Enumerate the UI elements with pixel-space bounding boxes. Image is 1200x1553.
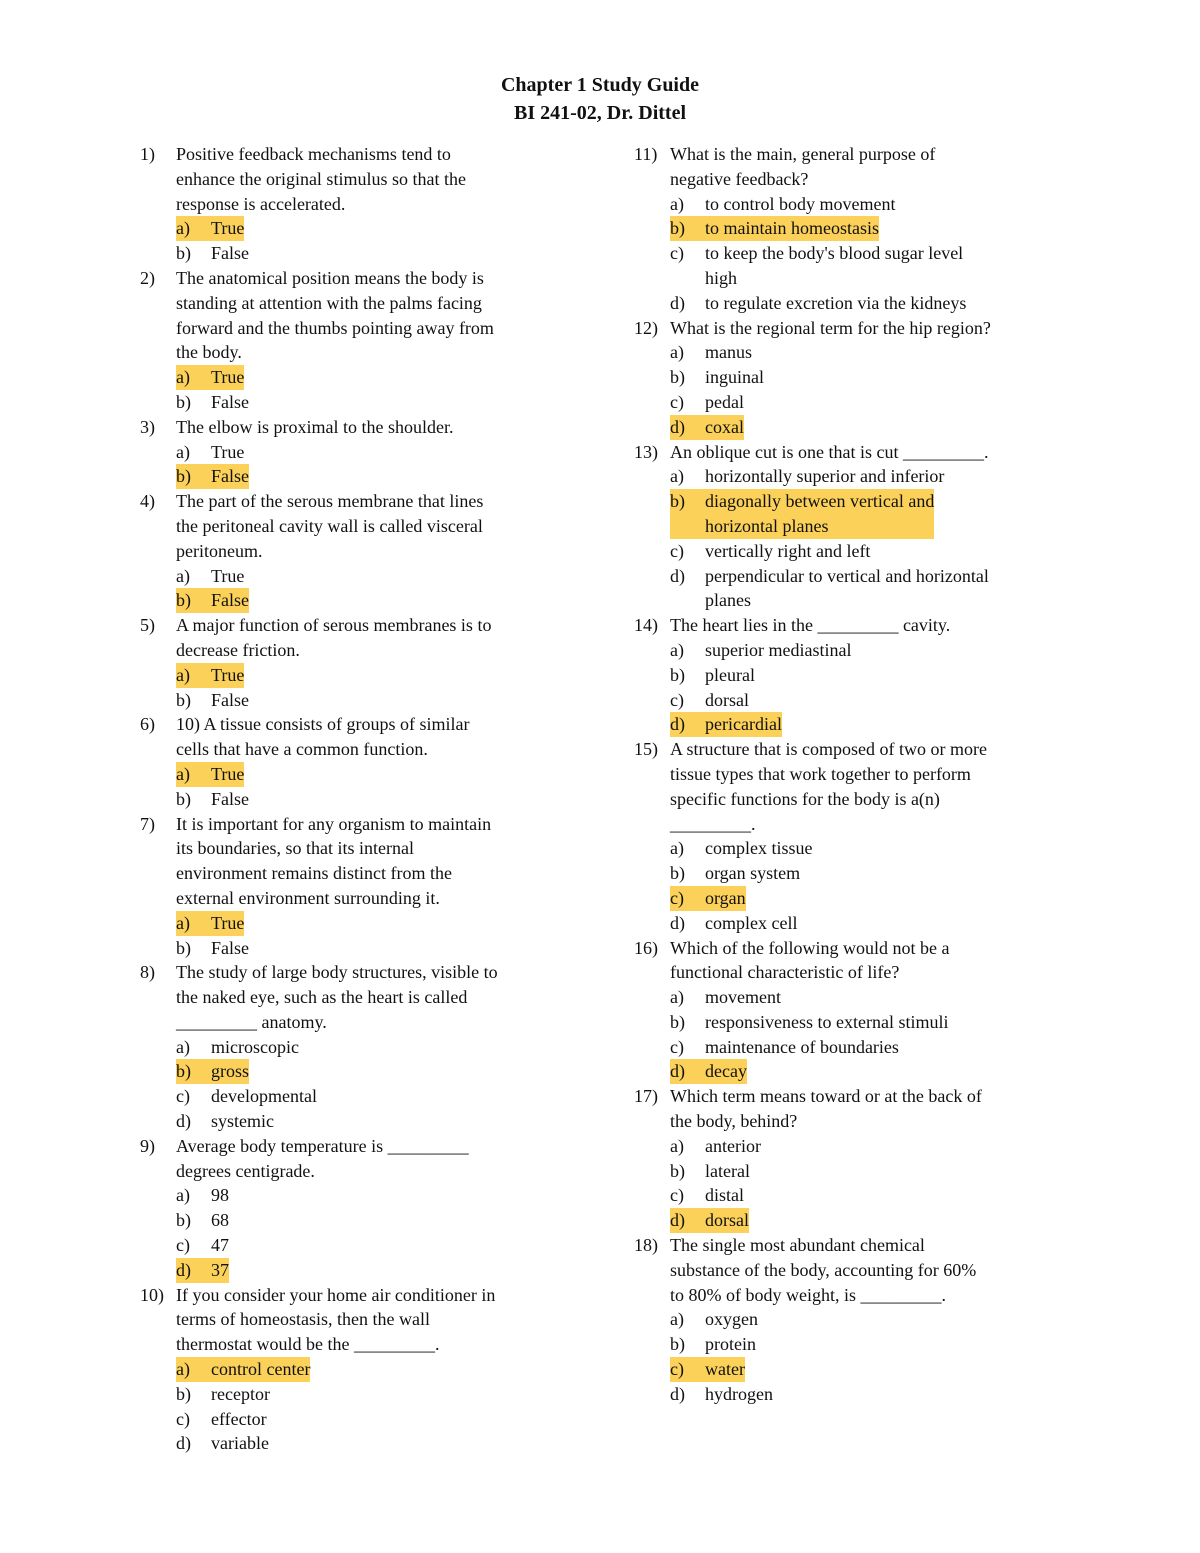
option-letter: c) — [670, 887, 684, 908]
option-text: dorsal — [705, 689, 749, 710]
option-letter: c) — [176, 1086, 190, 1107]
option-text: organ — [705, 887, 746, 908]
question — [634, 737, 1074, 836]
answer-option-highlighted — [176, 1258, 229, 1283]
page-header — [0, 71, 1200, 127]
option-letter: a) — [176, 565, 190, 586]
option-letter: c) — [670, 540, 684, 561]
option-letter: d) — [670, 565, 685, 586]
question-block — [140, 1283, 580, 1457]
question-text: The study of large body structures, visible to the naked eye, such as the heart is called _________ anatomy. — [176, 962, 498, 1032]
option-text: superior mediastinal — [705, 639, 852, 660]
answer-option — [670, 836, 812, 861]
answer-option — [176, 1035, 299, 1060]
option-letter: a) — [176, 218, 190, 239]
answer-option — [176, 390, 249, 415]
option-letter: d) — [670, 1210, 685, 1231]
option-letter: c) — [670, 689, 684, 710]
option-text: True — [211, 763, 245, 784]
answer-option — [176, 1208, 229, 1233]
option-letter: a) — [670, 1309, 684, 1330]
option-letter: b) — [670, 1011, 685, 1032]
option-letter: a) — [670, 639, 684, 660]
option-text: lateral — [705, 1160, 750, 1181]
option-text: False — [211, 391, 249, 412]
option-letter: a) — [176, 1036, 190, 1057]
option-letter: d) — [670, 416, 685, 437]
option-letter: b) — [670, 491, 685, 512]
answer-option-highlighted — [176, 365, 244, 390]
question-number: 17) — [634, 1086, 658, 1107]
answer-option — [176, 936, 249, 961]
answer-option — [670, 539, 870, 564]
option-text: dorsal — [705, 1210, 749, 1231]
right-column — [634, 142, 1074, 1407]
answer-option — [176, 241, 249, 266]
option-text: 47 — [211, 1235, 229, 1256]
page-subtitle: BI 241-02, Dr. Dittel — [513, 102, 687, 124]
answer-option — [176, 1084, 317, 1109]
option-letter: a) — [176, 912, 190, 933]
question-number: 4) — [140, 491, 155, 512]
question-text: The single most abundant chemical substance of the body, accounting for 60% to 80% of body weight, is _________. — [670, 1235, 977, 1305]
option-letter: b) — [670, 664, 685, 685]
option-text: False — [211, 590, 249, 611]
question-number: 6) — [140, 714, 155, 735]
option-letter: d) — [670, 1383, 685, 1404]
option-letter: b) — [176, 1383, 191, 1404]
option-text: pericardial — [705, 714, 782, 735]
answer-option-highlighted — [670, 712, 782, 737]
answer-option-highlighted — [176, 1357, 310, 1382]
question — [634, 1084, 1074, 1134]
answer-option-highlighted — [670, 1059, 747, 1084]
option-letter: d) — [670, 912, 685, 933]
option-text: systemic — [211, 1111, 274, 1132]
option-text: to keep the body's blood sugar level high — [705, 243, 964, 288]
question-text: The heart lies in the _________ cavity. — [670, 615, 951, 636]
option-letter: a) — [176, 763, 190, 784]
option-letter: b) — [176, 391, 191, 412]
answer-option — [670, 1010, 948, 1035]
question-number: 16) — [634, 937, 658, 958]
answer-option — [670, 564, 989, 614]
answer-option — [670, 464, 944, 489]
question-text: The part of the serous membrane that lines the peritoneal cavity wall is called visceral peritoneum. — [176, 491, 484, 561]
option-text: complex tissue — [705, 838, 813, 859]
option-letter: a) — [670, 466, 684, 487]
question-text: Which of the following would not be a functional characteristic of life? — [670, 937, 950, 983]
option-letter: b) — [670, 1334, 685, 1355]
question-text: What is the regional term for the hip region? — [670, 317, 991, 338]
question-block — [634, 316, 1074, 440]
option-text: receptor — [211, 1383, 270, 1404]
option-letter: b) — [176, 1210, 191, 1231]
question-text: If you consider your home air conditioner in terms of homeostasis, then the wall thermostat would be the _________. — [176, 1284, 496, 1355]
answer-option — [176, 1109, 274, 1134]
answer-option — [670, 663, 755, 688]
answer-option — [670, 291, 966, 316]
question — [634, 1233, 1074, 1307]
answer-option-highlighted — [176, 762, 244, 787]
option-text: distal — [705, 1185, 744, 1206]
question-block — [634, 142, 1074, 316]
question — [140, 812, 580, 911]
question-block — [634, 440, 1074, 614]
answer-option-highlighted — [670, 1208, 749, 1233]
question-block — [634, 1084, 1074, 1233]
answer-option — [670, 390, 744, 415]
answer-option — [670, 1332, 756, 1357]
option-letter: c) — [670, 1185, 684, 1206]
option-text: to control body movement — [705, 193, 896, 214]
option-text: to maintain homeostasis — [705, 218, 879, 239]
question-text: What is the main, general purpose of negative feedback? — [670, 144, 936, 189]
option-letter: b) — [670, 367, 685, 388]
option-text: maintenance of boundaries — [705, 1036, 899, 1057]
question-block — [634, 1233, 1074, 1407]
option-text: False — [211, 243, 249, 264]
answer-option-highlighted — [176, 464, 249, 489]
question-block — [140, 142, 580, 266]
option-text: inguinal — [705, 367, 764, 388]
question-block — [140, 812, 580, 961]
question-number: 8) — [140, 962, 155, 983]
option-text: to regulate excretion via the kidneys — [705, 292, 967, 313]
answer-option — [176, 1183, 229, 1208]
option-text: protein — [705, 1334, 756, 1355]
option-text: microscopic — [211, 1036, 299, 1057]
option-letter: a) — [176, 1185, 190, 1206]
option-letter: b) — [176, 590, 191, 611]
answer-option — [176, 440, 244, 465]
question — [634, 613, 1074, 638]
option-text: True — [211, 367, 245, 388]
option-letter: c) — [670, 243, 684, 264]
option-letter: b) — [176, 689, 191, 710]
answer-option — [176, 1233, 229, 1258]
question — [140, 1134, 580, 1184]
option-text: True — [211, 218, 245, 239]
option-letter: b) — [670, 1160, 685, 1181]
question-text: Positive feedback mechanisms tend to enhance the original stimulus so that the response is accelerated. — [176, 144, 466, 214]
page-title: Chapter 1 Study Guide — [500, 74, 699, 96]
answer-option — [670, 192, 895, 217]
question — [634, 936, 1074, 986]
question — [140, 266, 580, 365]
question-block — [634, 613, 1074, 737]
option-text: gross — [211, 1061, 250, 1082]
question-number: 14) — [634, 615, 658, 636]
option-text: variable — [211, 1433, 269, 1454]
answer-option-highlighted — [670, 415, 744, 440]
question-text: The anatomical position means the body is standing at attention with the palms facing forward and the thumbs pointing away from the body. — [176, 267, 494, 363]
answer-option — [670, 241, 963, 291]
question-number: 15) — [634, 739, 658, 760]
question — [140, 489, 580, 563]
option-text: effector — [211, 1408, 267, 1429]
option-text: diagonally between vertical and horizontal planes — [705, 491, 935, 536]
option-text: False — [211, 788, 249, 809]
question-number: 2) — [140, 267, 155, 288]
option-letter: a) — [670, 193, 684, 214]
question-number: 10) — [140, 1284, 164, 1305]
option-text: horizontally superior and inferior — [705, 466, 945, 487]
question — [140, 1283, 580, 1357]
answer-option — [670, 911, 797, 936]
question-block — [140, 613, 580, 712]
option-text: organ system — [705, 863, 801, 884]
option-text: developmental — [211, 1086, 317, 1107]
answer-option-highlighted — [176, 216, 244, 241]
answer-option — [176, 1431, 269, 1456]
option-letter: d) — [670, 292, 685, 313]
option-letter: a) — [670, 342, 684, 363]
option-text: coxal — [705, 416, 744, 437]
option-letter: b) — [670, 218, 685, 239]
option-letter: b) — [176, 1061, 191, 1082]
option-letter: a) — [176, 441, 190, 462]
option-text: anterior — [705, 1135, 761, 1156]
answer-option-highlighted — [176, 1059, 249, 1084]
answer-option — [670, 340, 752, 365]
answer-option — [670, 365, 764, 390]
answer-option — [176, 787, 249, 812]
answer-option-highlighted — [670, 216, 879, 241]
question-block — [140, 266, 580, 415]
question — [634, 316, 1074, 341]
answer-option — [670, 1183, 744, 1208]
option-letter: d) — [670, 714, 685, 735]
question-number: 13) — [634, 441, 658, 462]
answer-option — [670, 1035, 899, 1060]
answer-option-highlighted — [670, 489, 934, 539]
question-block — [140, 1134, 580, 1283]
option-text: oxygen — [705, 1309, 758, 1330]
option-text: False — [211, 937, 249, 958]
answer-option — [670, 1134, 761, 1159]
question-text: A structure that is composed of two or more tissue types that work together to perform specific functions for the body is a(n) _________. — [670, 739, 987, 834]
answer-option — [670, 1307, 758, 1332]
question — [140, 960, 580, 1034]
option-letter: b) — [176, 937, 191, 958]
question — [140, 613, 580, 663]
question — [634, 142, 1074, 192]
question-text: 10) A tissue consists of groups of similar cells that have a common function. — [176, 714, 470, 760]
option-text: complex cell — [705, 912, 798, 933]
option-text: pedal — [705, 391, 744, 412]
question — [634, 440, 1074, 465]
option-text: False — [211, 689, 249, 710]
question-number: 5) — [140, 615, 155, 636]
question-block — [140, 489, 580, 613]
option-letter: c) — [670, 1036, 684, 1057]
question-number: 9) — [140, 1135, 155, 1156]
question-text: Average body temperature is _________ degrees centigrade. — [176, 1135, 469, 1181]
option-text: responsiveness to external stimuli — [705, 1011, 949, 1032]
left-column — [140, 142, 580, 1456]
answer-option — [176, 1407, 267, 1432]
option-letter: d) — [176, 1259, 191, 1280]
option-letter: a) — [670, 987, 684, 1008]
question-number: 11) — [634, 144, 658, 164]
question-text: An oblique cut is one that is cut _________. — [670, 441, 989, 462]
option-text: 68 — [211, 1210, 229, 1231]
question-number: 7) — [140, 813, 155, 834]
option-letter: a) — [176, 1359, 190, 1380]
question-number: 3) — [140, 416, 155, 437]
question-text: A major function of serous membranes is to decrease friction. — [176, 615, 492, 660]
question-text: Which term means toward or at the back of the body, behind? — [670, 1086, 982, 1132]
answer-option — [670, 638, 851, 663]
option-text: True — [211, 565, 245, 586]
answer-option — [176, 1382, 270, 1407]
option-letter: a) — [176, 664, 190, 685]
option-text: 37 — [211, 1259, 229, 1280]
question-block — [634, 936, 1074, 1085]
option-letter: a) — [176, 367, 190, 388]
question-number: 12) — [634, 317, 658, 338]
option-text: water — [705, 1359, 745, 1380]
option-text: decay — [705, 1061, 747, 1082]
option-text: manus — [705, 342, 752, 363]
option-letter: b) — [176, 466, 191, 487]
option-letter: c) — [670, 391, 684, 412]
question-block — [140, 415, 580, 489]
answer-option-highlighted — [176, 911, 244, 936]
answer-option — [176, 564, 244, 589]
answer-option-highlighted — [670, 1357, 745, 1382]
option-text: True — [211, 912, 245, 933]
option-text: True — [211, 664, 245, 685]
answer-option — [670, 861, 800, 886]
question-block — [634, 737, 1074, 935]
option-text: movement — [705, 987, 781, 1008]
option-letter: b) — [670, 863, 685, 884]
option-letter: b) — [176, 788, 191, 809]
answer-option-highlighted — [670, 886, 746, 911]
option-letter: d) — [670, 1061, 685, 1082]
question-block — [140, 960, 580, 1134]
option-letter: a) — [670, 838, 684, 859]
option-letter: a) — [670, 1135, 684, 1156]
option-letter: c) — [670, 1359, 684, 1380]
option-text: False — [211, 466, 249, 487]
question — [140, 415, 580, 440]
question — [140, 712, 580, 762]
question-number: 18) — [634, 1235, 658, 1256]
option-letter: d) — [176, 1111, 191, 1132]
answer-option — [670, 985, 781, 1010]
option-letter: d) — [176, 1433, 191, 1454]
question-number: 1) — [140, 144, 155, 164]
question-text: It is important for any organism to maintain its boundaries, so that its internal environment remains distinct from the external environment surrounding it. — [176, 813, 492, 908]
option-text: control center — [211, 1359, 311, 1380]
option-text: pleural — [705, 664, 755, 685]
option-text: perpendicular to vertical and horizontal planes — [705, 565, 989, 611]
answer-option — [670, 1382, 773, 1407]
option-text: vertically right and left — [705, 540, 871, 561]
answer-option-highlighted — [176, 588, 249, 613]
answer-option — [176, 688, 249, 713]
question-text: The elbow is proximal to the shoulder. — [176, 416, 454, 437]
answer-option-highlighted — [176, 663, 244, 688]
option-text: True — [211, 441, 245, 462]
option-letter: b) — [176, 243, 191, 264]
option-text: hydrogen — [705, 1383, 773, 1404]
option-text: 98 — [211, 1185, 229, 1206]
question-block — [140, 712, 580, 811]
question — [140, 142, 580, 216]
option-letter: c) — [176, 1235, 190, 1256]
answer-option — [670, 688, 749, 713]
answer-option — [670, 1159, 750, 1184]
option-letter: c) — [176, 1408, 190, 1429]
